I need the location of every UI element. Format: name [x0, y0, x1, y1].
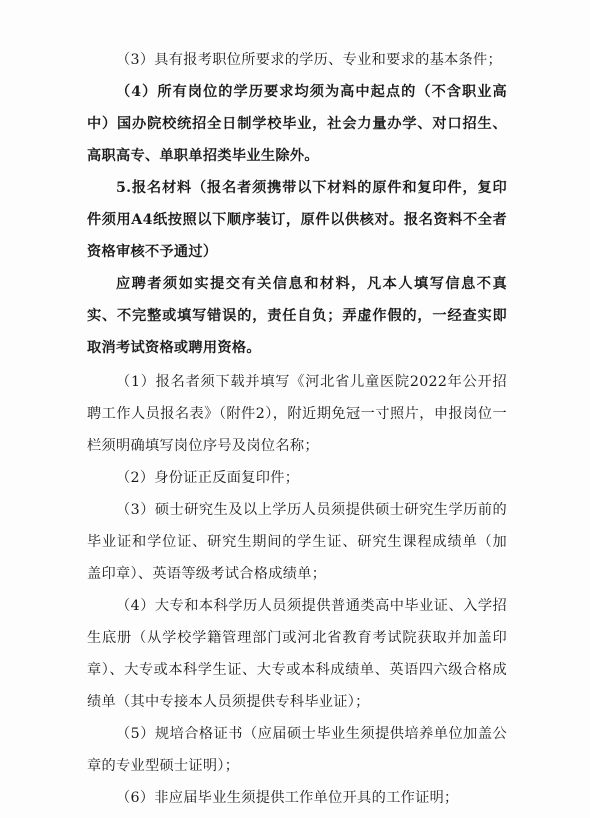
paragraph-material-3: （3）硕士研究生及以上学历人员须提供硕士研究生学历前的毕业证和学位证、研究生期间的学生证、研究生课程成绩单（加盖印章）、英语等级考试合格成绩单； [87, 502, 507, 582]
paragraph-honesty-notice: 应聘者须如实提交有关信息和材料，凡本人填写信息不真实、不完整或填写错误的，责任自负；弄虚作假的，一经查实即取消考试资格或聘用资格。 [87, 276, 507, 356]
paragraph-material-6: （6）非应届毕业生须提供工作单位开具的工作证明； [116, 790, 459, 806]
paragraph-material-4: （4）大专和本科学历人员须提供普通类高中毕业证、入学招生底册（从学校学籍管理部门或河北省教育考试院获取并加盖印章）、大专或本科学生证、大专或本科成绩单、英语四六级合格成绩单（其中专接本人员须提供专科毕业证）； [87, 598, 507, 710]
paragraph-condition-4: （4）所有岗位的学历要求均须为高中起点的（不含职业高中）国办院校统招全日制学校毕业，社会力量办学、对口招生、高职高专、单职单招类毕业生除外。 [87, 84, 507, 164]
paragraph-material-2: （2）身份证正反面复印件； [116, 470, 300, 486]
paragraph-material-5: （5）规培合格证书（应届硕士毕业生须提供培养单位加盖公章的专业型硕士证明）； [87, 726, 507, 774]
paragraph-material-1: （1）报名者须下载并填写《河北省儿童医院2022年公开招聘工作人员报名表》（附件2），附近期免冠一寸照片，申报岗位一栏须明确填写岗位序号及岗位名称； [87, 374, 507, 454]
paragraph-condition-3: （3）具有报考职位所要求的学历、专业和要求的基本条件； [116, 52, 503, 68]
paragraph-materials-heading: 5.报名材料（报名者须携带以下材料的原件和复印件，复印件须用A4纸按照以下顺序装订，原件以供核对。报名资料不全者资格审核不予通过） [87, 180, 507, 260]
